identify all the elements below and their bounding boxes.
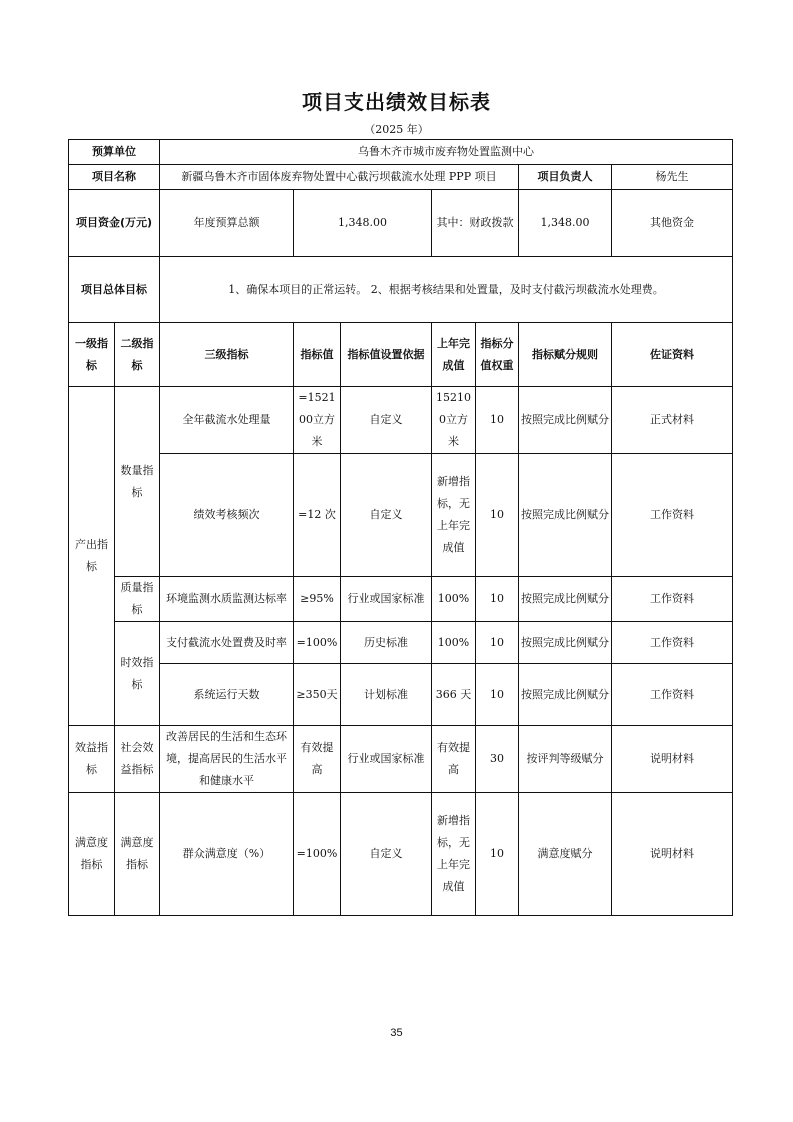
indicator-last-year: 新增指标，无上年完成值 — [432, 454, 476, 577]
group-satisfaction: 满意度指标 — [69, 793, 115, 916]
indicator-evidence: 说明材料 — [612, 726, 733, 793]
page-number: 35 — [390, 1027, 403, 1039]
table-row — [69, 454, 733, 577]
indicator-rule: 满意度赋分 — [519, 793, 612, 916]
fiscal-label: 其中：财政拨款 — [432, 190, 519, 257]
indicator-last-year: 100% — [432, 622, 476, 664]
group-timeliness: 时效指标 — [115, 622, 160, 726]
indicator-weight: 10 — [476, 387, 519, 454]
year-label: （2025 年） — [364, 123, 429, 136]
indicator-value: =152100立方米 — [294, 387, 341, 454]
indicator-value: =100% — [294, 622, 341, 664]
indicator-rule: 按评判等级赋分 — [519, 726, 612, 793]
indicator-rule: 按照完成比例赋分 — [519, 622, 612, 664]
indicator-value: =100% — [294, 793, 341, 916]
indicator-evidence: 工作资料 — [612, 454, 733, 577]
indicator-weight: 10 — [476, 622, 519, 664]
indicator-basis: 历史标准 — [341, 622, 432, 664]
indicator-evidence: 正式材料 — [612, 387, 733, 454]
indicator-weight: 10 — [476, 577, 519, 622]
goal-label: 项目总体目标 — [69, 257, 160, 323]
indicator-weight: 10 — [476, 793, 519, 916]
indicator-evidence: 工作资料 — [612, 577, 733, 622]
indicator-basis: 自定义 — [341, 387, 432, 454]
indicator-evidence: 工作资料 — [612, 664, 733, 726]
indicator-weight: 10 — [476, 664, 519, 726]
performance-table — [68, 139, 733, 916]
indicator-last-year: 152100立方米 — [432, 387, 476, 454]
indicator-rule: 按照完成比例赋分 — [519, 577, 612, 622]
annual-budget-label: 年度预算总额 — [160, 190, 294, 257]
group-output: 产出指标 — [69, 387, 115, 726]
indicator-last-year: 新增指标，无上年完成值 — [432, 793, 476, 916]
annual-budget-value: 1,348.00 — [294, 190, 432, 257]
indicator-evidence: 说明材料 — [612, 793, 733, 916]
other-funds-label: 其他资金 — [612, 190, 733, 257]
indicator-rule: 按照完成比例赋分 — [519, 387, 612, 454]
project-name-row — [69, 165, 733, 190]
table-row — [69, 577, 733, 622]
indicator-name: 绩效考核频次 — [160, 454, 294, 577]
indicator-name: 改善居民的生活和生态环境，提高居民的生活水平和健康水平 — [160, 726, 294, 793]
indicator-evidence: 工作资料 — [612, 622, 733, 664]
goal-value: 1、确保本项目的正常运转。 2、根据考核结果和处置量，及时支付截污坝截流水处理费。 — [160, 257, 733, 323]
header-level1: 一级指标 — [69, 323, 115, 387]
funds-label: 项目资金(万元) — [69, 190, 160, 257]
owner-value: 杨先生 — [612, 165, 733, 190]
header-level2: 二级指标 — [115, 323, 160, 387]
indicator-last-year: 100% — [432, 577, 476, 622]
owner-label: 项目负责人 — [519, 165, 612, 190]
project-name-value: 新疆乌鲁木齐市固体废弃物处置中心截污坝截流水处理 PPP 项目 — [160, 165, 519, 190]
indicator-name: 群众满意度（%） — [160, 793, 294, 916]
group-social: 社会效益指标 — [115, 726, 160, 793]
group-quantity: 数量指标 — [115, 387, 160, 577]
header-rule: 指标赋分规则 — [519, 323, 612, 387]
header-row — [69, 323, 733, 387]
table-row — [69, 664, 733, 726]
indicator-basis: 自定义 — [341, 793, 432, 916]
project-name-label: 项目名称 — [69, 165, 160, 190]
indicator-rule: 按照完成比例赋分 — [519, 454, 612, 577]
indicator-rule: 按照完成比例赋分 — [519, 664, 612, 726]
indicator-basis: 行业或国家标准 — [341, 726, 432, 793]
header-evidence: 佐证资料 — [612, 323, 733, 387]
header-basis: 指标值设置依据 — [341, 323, 432, 387]
header-value: 指标值 — [294, 323, 341, 387]
indicator-name: 全年截流水处理量 — [160, 387, 294, 454]
unit-row — [69, 140, 733, 165]
unit-value: 乌鲁木齐市城市废弃物处置监测中心 — [160, 140, 733, 165]
indicator-last-year: 有效提高 — [432, 726, 476, 793]
indicator-name: 环境监测水质监测达标率 — [160, 577, 294, 622]
indicator-name: 支付截流水处置费及时率 — [160, 622, 294, 664]
table-row — [69, 622, 733, 664]
group-benefit: 效益指标 — [69, 726, 115, 793]
table-row — [69, 793, 733, 916]
indicator-value: ≥95% — [294, 577, 341, 622]
page-title: 项目支出绩效目标表 — [302, 90, 491, 114]
indicator-weight: 30 — [476, 726, 519, 793]
funds-row — [69, 190, 733, 257]
fiscal-value: 1,348.00 — [519, 190, 612, 257]
group-satisfaction-sub: 满意度指标 — [115, 793, 160, 916]
indicator-basis: 行业或国家标准 — [341, 577, 432, 622]
indicator-value: ≥350天 — [294, 664, 341, 726]
header-last-year: 上年完成值 — [432, 323, 476, 387]
indicator-name: 系统运行天数 — [160, 664, 294, 726]
table-row — [69, 726, 733, 793]
indicator-value: =12 次 — [294, 454, 341, 577]
indicator-last-year: 366 天 — [432, 664, 476, 726]
group-quality: 质量指标 — [115, 577, 160, 622]
unit-label: 预算单位 — [69, 140, 160, 165]
indicator-basis: 计划标准 — [341, 664, 432, 726]
indicator-value: 有效提高 — [294, 726, 341, 793]
table-row — [69, 387, 733, 454]
header-level3: 三级指标 — [160, 323, 294, 387]
goal-row — [69, 257, 733, 323]
indicator-weight: 10 — [476, 454, 519, 577]
header-weight: 指标分值权重 — [476, 323, 519, 387]
indicator-basis: 自定义 — [341, 454, 432, 577]
